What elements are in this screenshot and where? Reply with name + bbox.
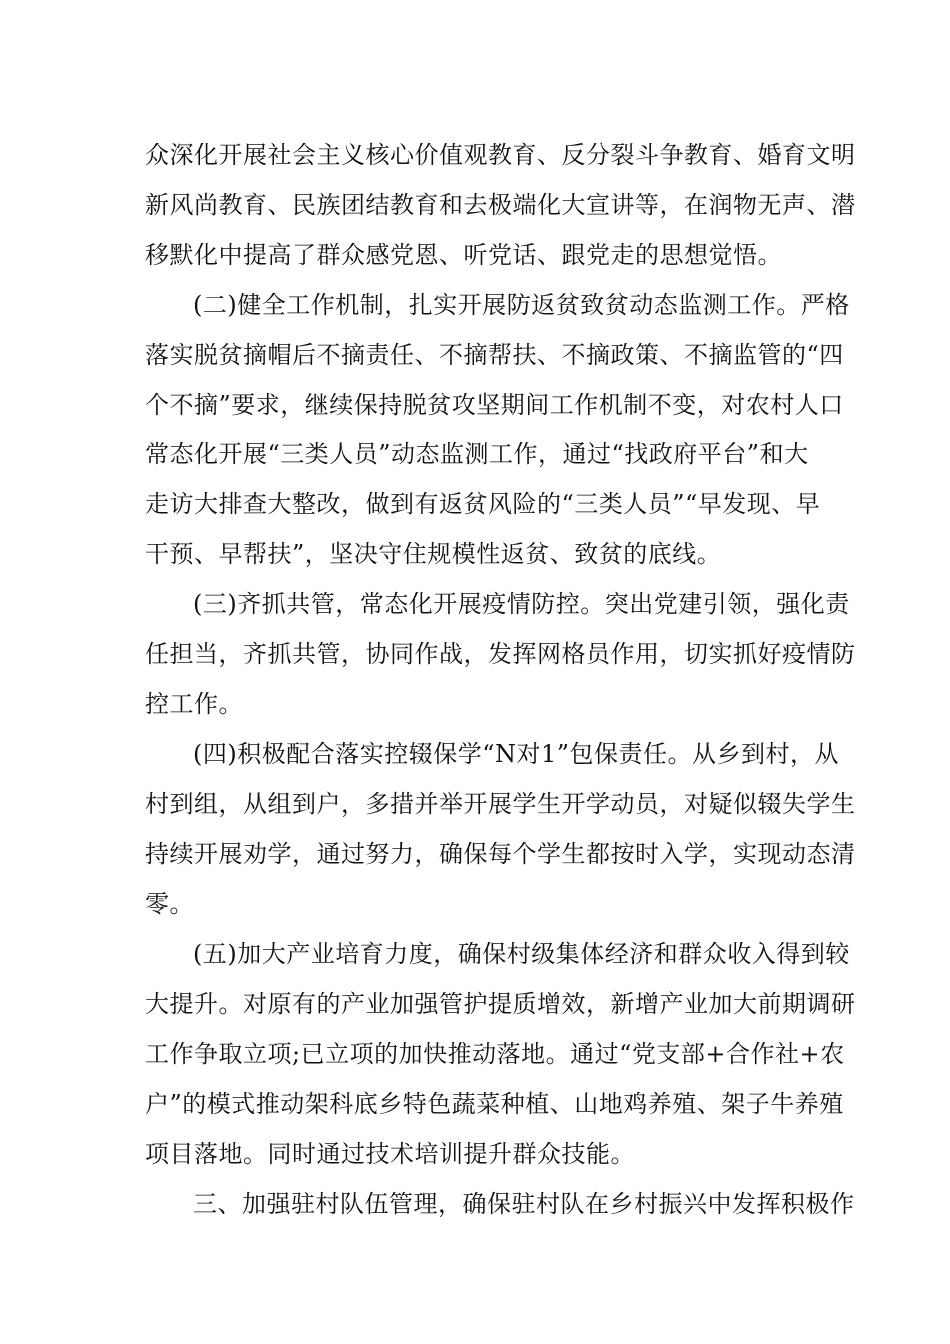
text-line: 个不摘”要求，继续保持脱贫攻坚期间工作机制不变，对农村人口 bbox=[145, 391, 844, 419]
text-line: 零。 bbox=[145, 890, 194, 918]
text-line: 新风尚教育、民族团结教育和去极端化大宣讲等，在润物无声、潜 bbox=[145, 191, 856, 219]
text-line: 干预、早帮扶”，坚决守住规模性返贫、致贫的底线。 bbox=[145, 540, 722, 568]
text-line: 走访大排查大整改，做到有返贫风险的“三类人员”“早发现、早 bbox=[145, 490, 821, 518]
paragraph-heading-3: (三)齐抓共管，常态化开展疫情防控。突出党建引领，强化责 bbox=[193, 590, 850, 618]
text-line: 大提升。对原有的产业加强管护提质增效，新增产业加大前期调研 bbox=[145, 990, 856, 1018]
text-line: 工作争取立项;已立项的加快推动落地。通过“党支部+合作社+农 bbox=[145, 1040, 845, 1068]
text-line: 移默化中提高了群众感党恩、听党话、跟党走的思想觉悟。 bbox=[145, 241, 782, 269]
text-line: 众深化开展社会主义核心价值观教育、反分裂斗争教育、婚育文明 bbox=[145, 141, 856, 169]
text-line: 户”的模式推动架科底乡特色蔬菜种植、山地鸡养殖、架子牛养殖 bbox=[145, 1090, 844, 1118]
paragraph-heading-4: (四)积极配合落实控辍保学“N对1”包保责任。从乡到村，从 bbox=[193, 740, 840, 768]
text-line: 常态化开展“三类人员”动态监测工作，通过“找政府平台”和大 bbox=[145, 440, 809, 468]
paragraph-heading-5: (五)加大产业培育力度，确保村级集体经济和群众收入得到较 bbox=[193, 940, 850, 968]
text-line: 落实脱贫摘帽后不摘责任、不摘帮扶、不摘政策、不摘监管的“四 bbox=[145, 341, 844, 369]
text-line: 持续开展劝学，通过努力，确保每个学生都按时入学，实现动态清 bbox=[145, 840, 856, 868]
text-line: 项目落地。同时通过技术培训提升群众技能。 bbox=[145, 1140, 635, 1168]
text-line: 任担当，齐抓共管，协同作战，发挥网格员作用，切实抓好疫情防 bbox=[145, 640, 856, 668]
text-line: 控工作。 bbox=[145, 690, 243, 718]
text-line: 村到组，从组到户，多措并举开展学生开学动员，对疑似辍失学生 bbox=[145, 790, 856, 818]
paragraph-heading-2: (二)健全工作机制，扎实开展防返贫致贫动态监测工作。严格 bbox=[193, 291, 850, 319]
section-heading-3: 三、加强驻村队伍管理，确保驻村队在乡村振兴中发挥积极作 bbox=[193, 1190, 855, 1218]
